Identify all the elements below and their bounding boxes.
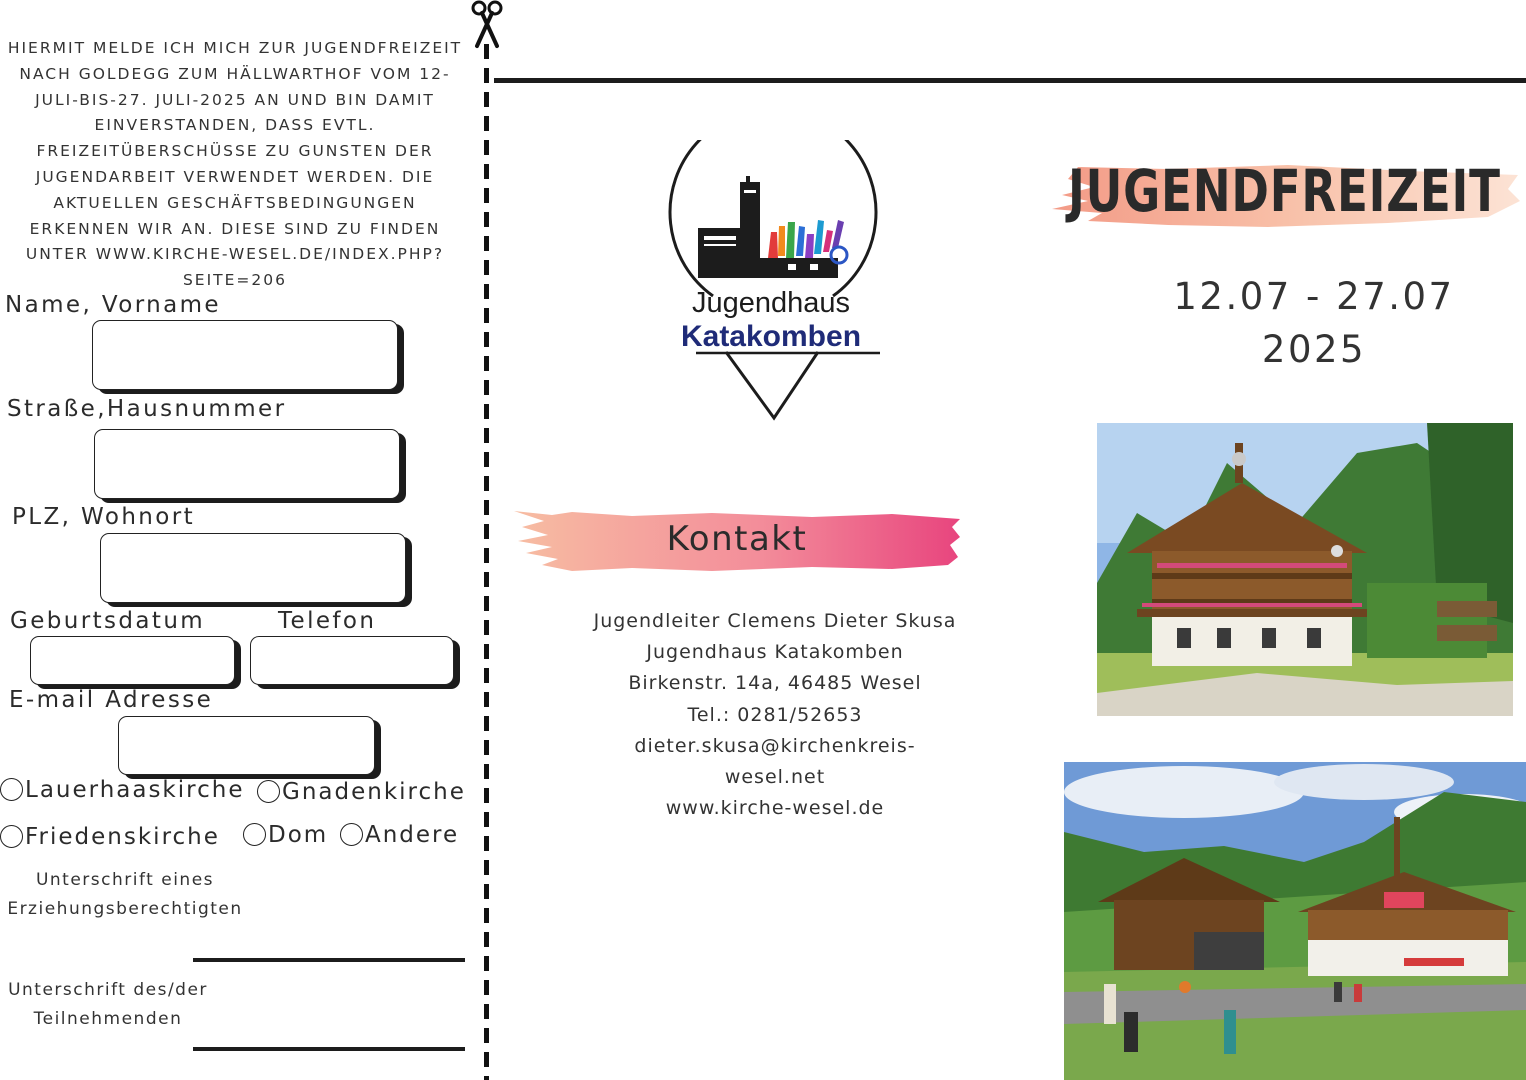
street-field[interactable]	[94, 429, 400, 499]
email-field[interactable]	[118, 716, 375, 775]
cover-title-banner	[1048, 155, 1526, 235]
contact-heading-banner	[512, 505, 962, 575]
name-field[interactable]	[92, 320, 398, 390]
phone-label: Telefon	[278, 608, 377, 634]
church-label: Lauerhaaskirche	[25, 777, 245, 803]
contact-line-leader: Jugendleiter Clemens Dieter Skusa	[593, 610, 957, 632]
church-option-andere[interactable]	[340, 822, 459, 848]
cut-line	[484, 44, 489, 1080]
top-rule	[494, 78, 1526, 83]
participant-signature-label: Unterschrift des/der Teilnehmenden	[8, 980, 208, 1029]
participant-signature-line[interactable]	[193, 1047, 465, 1051]
radio-circle-icon[interactable]	[0, 778, 23, 801]
church-option-friedenskirche[interactable]	[0, 824, 220, 850]
cover-dates	[1104, 270, 1524, 376]
cover-title: JUGENDFREIZEIT	[1068, 157, 1501, 225]
church-label: Dom	[268, 822, 329, 848]
city-field[interactable]	[100, 533, 406, 603]
church-option-dom[interactable]	[243, 822, 328, 848]
contact-heading: Kontakt	[666, 519, 808, 559]
radio-circle-icon[interactable]	[0, 825, 23, 848]
contact-line-email-2: wesel.net	[724, 766, 826, 789]
chalet-photo	[1097, 423, 1513, 716]
radio-circle-icon[interactable]	[243, 823, 266, 846]
year: 2025	[1261, 328, 1367, 371]
jugendhaus-logo	[668, 140, 883, 426]
contact-line-email-1: dieter.skusa@kirchenkreis-	[634, 734, 916, 757]
guardian-signature-label: Unterschrift eines Erziehungsberechtigten	[7, 870, 243, 919]
email-label: E-mail Adresse	[9, 687, 214, 713]
contact-line-website: www.kirche-wesel.de	[665, 797, 885, 820]
contact-line-address: Birkenstr. 14a, 46485 Wesel	[628, 672, 922, 695]
church-option-lauerhaaskirche[interactable]	[0, 777, 244, 803]
contact-details	[560, 606, 990, 824]
church-label: Friedenskirche	[25, 824, 220, 850]
church-label: Andere	[365, 822, 460, 848]
farm-volleyball-photo	[1064, 762, 1526, 1080]
street-label: Straße,Hausnummer	[7, 396, 287, 422]
registration-intro-text: HIERMIT MELDE ICH MICH ZUR JUGENDFREIZEIT NACH GOLDEGG ZUM HÄLLWARTHOF VOM 12-JULI-BIS-27. JULI-2025 AN UND BIN DAMIT EINVERSTANDEN, DASS EVTL. FREIZEITÜBERSCHÜSSE ZU GUNSTEN DER JUGENDARBEIT VERWENDET WERDEN. DIE AKTUELLEN GESCHÄFTSBEDINGUNGEN ERKENNEN WIR AN. DIESE SIND ZU FINDEN UNTER WWW.KIRCHE-WESEL.DE/INDEX.PHP?SEITE=206	[7, 39, 463, 290]
contact-line-house: Jugendhaus Katakomben	[646, 641, 904, 664]
logo-line2: Katakomben	[680, 320, 862, 353]
church-option-gnadenkirche[interactable]	[257, 779, 466, 805]
birthdate-field[interactable]	[30, 636, 235, 685]
phone-field[interactable]	[250, 636, 454, 685]
radio-circle-icon[interactable]	[257, 780, 280, 803]
scissors-icon	[470, 0, 504, 54]
city-label: PLZ, Wohnort	[12, 504, 196, 530]
birthdate-label: Geburtsdatum	[10, 608, 206, 634]
name-label: Name, Vorname	[5, 292, 221, 318]
church-label: Gnadenkirche	[282, 779, 466, 805]
date-range: 12.07 - 27.07	[1173, 275, 1455, 318]
contact-line-phone: Tel.: 0281/52653	[687, 703, 863, 726]
guardian-signature-line[interactable]	[193, 958, 465, 962]
logo-line1: Jugendhaus	[691, 287, 851, 319]
radio-circle-icon[interactable]	[340, 823, 363, 846]
